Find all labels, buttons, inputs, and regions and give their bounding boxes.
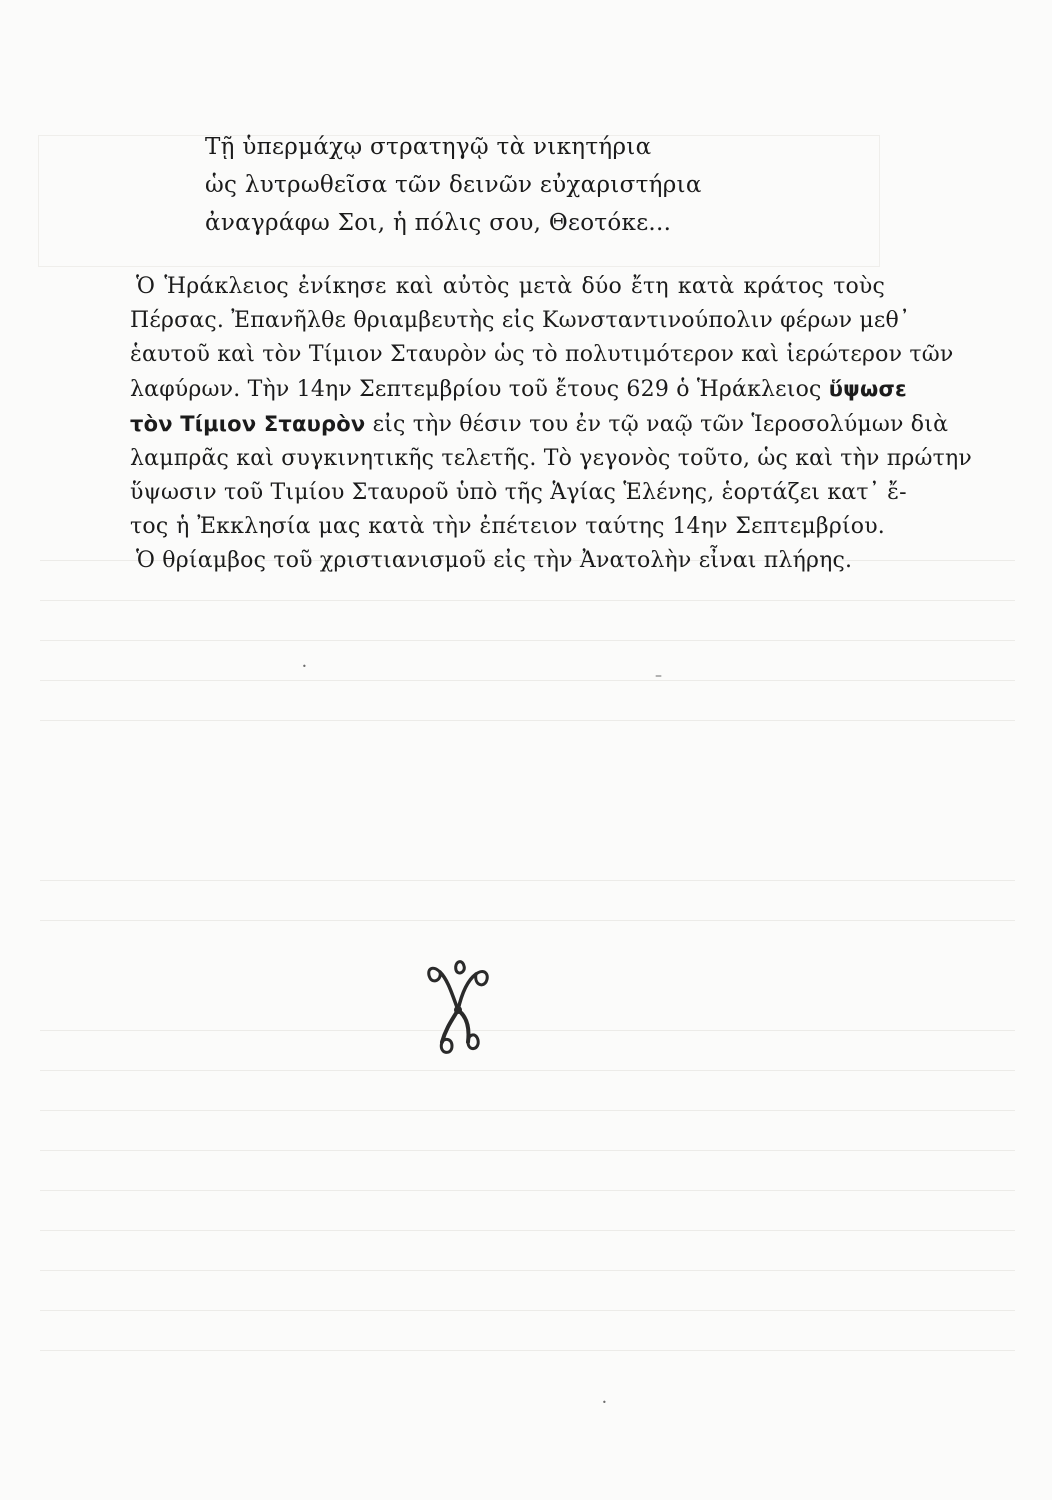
show-through-line (40, 1230, 1015, 1231)
emphasis-text: ὕψωσε (828, 377, 907, 401)
paragraph-line: τος ἡ Ἐκκλησία μας κατὰ τὴν ἐπέτειον ταύτης 14ην Σεπτεμβρίου. (130, 514, 885, 539)
paragraph-line (130, 407, 949, 442)
paragraph-text: εἰς τὴν θέσιν του ἐν τῷ ναῷ τῶν Ἱεροσολύμων διὰ (372, 412, 949, 437)
show-through-line (40, 600, 1015, 601)
floral-fleuron-icon (418, 950, 498, 1060)
hymn-line: ἀναγράφω Σοι, ἡ πόλις σου, Θεοτόκε... (205, 210, 672, 236)
show-through-line (40, 880, 1015, 881)
hymn-line: ὡς λυτρωθεῖσα τῶν δεινῶν εὐχαριστήρια (205, 172, 702, 198)
emphasis-text: τὸν Τίμιον Σταυρὸν (130, 412, 366, 436)
show-through-line (40, 1030, 1015, 1031)
hymn-verse (205, 128, 702, 242)
show-through-line (40, 1350, 1015, 1351)
print-speck: • (302, 662, 307, 671)
show-through-line (40, 920, 1015, 921)
show-through-line (40, 720, 1015, 721)
paragraph-line: λαμπρᾶς καὶ συγκινητικῆς τελετῆς. Τὸ γεγονὸς τοῦτο, ὡς καὶ τὴν πρώτην (130, 446, 973, 471)
paragraph-text: λαφύρων. Τὴν 14ην Σεπτεμβρίου τοῦ ἔτους 629 ὁ Ἡράκλειος (130, 377, 822, 402)
show-through-line (40, 1190, 1015, 1191)
show-through-line (40, 1070, 1015, 1071)
show-through-line (40, 1310, 1015, 1311)
paragraph-line: ἑαυτοῦ καὶ τὸν Τίμιον Σταυρὸν ὡς τὸ πολυτιμότερον καὶ ἱερώτερον τῶν (130, 342, 954, 367)
show-through-line (40, 640, 1015, 641)
paragraph-line: Ὁ Ἡράκλειος ἐνίκησε καὶ αὐτὸς μετὰ δύο ἔτη κατὰ κράτος τοὺς (136, 274, 885, 299)
print-speck: • (602, 1398, 607, 1407)
paragraph-line (130, 372, 907, 407)
show-through-line (40, 1270, 1015, 1271)
paragraph-line: ὕψωσιν τοῦ Τιμίου Σταυροῦ ὑπὸ τῆς Ἁγίας Ἑλένης, ἑορτάζει κατ᾽ ἔ- (130, 480, 907, 505)
show-through-line (40, 680, 1015, 681)
paragraph-line: Πέρσας. Ἐπανῆλθε θριαμβευτὴς εἰς Κωνσταντινούπολιν φέρων μεθ᾽ (130, 308, 911, 333)
show-through-line (40, 1150, 1015, 1151)
body-paragraph (130, 270, 973, 578)
hymn-line: Τῇ ὑπερμάχῳ στρατηγῷ τὰ νικητήρια (205, 134, 652, 160)
paragraph-line: Ὁ θρίαμβος τοῦ χριστιανισμοῦ εἰς τὴν Ἀνατολὴν εἶναι πλήρης. (136, 548, 853, 573)
print-speck: – (655, 668, 662, 684)
show-through-line (40, 1110, 1015, 1111)
